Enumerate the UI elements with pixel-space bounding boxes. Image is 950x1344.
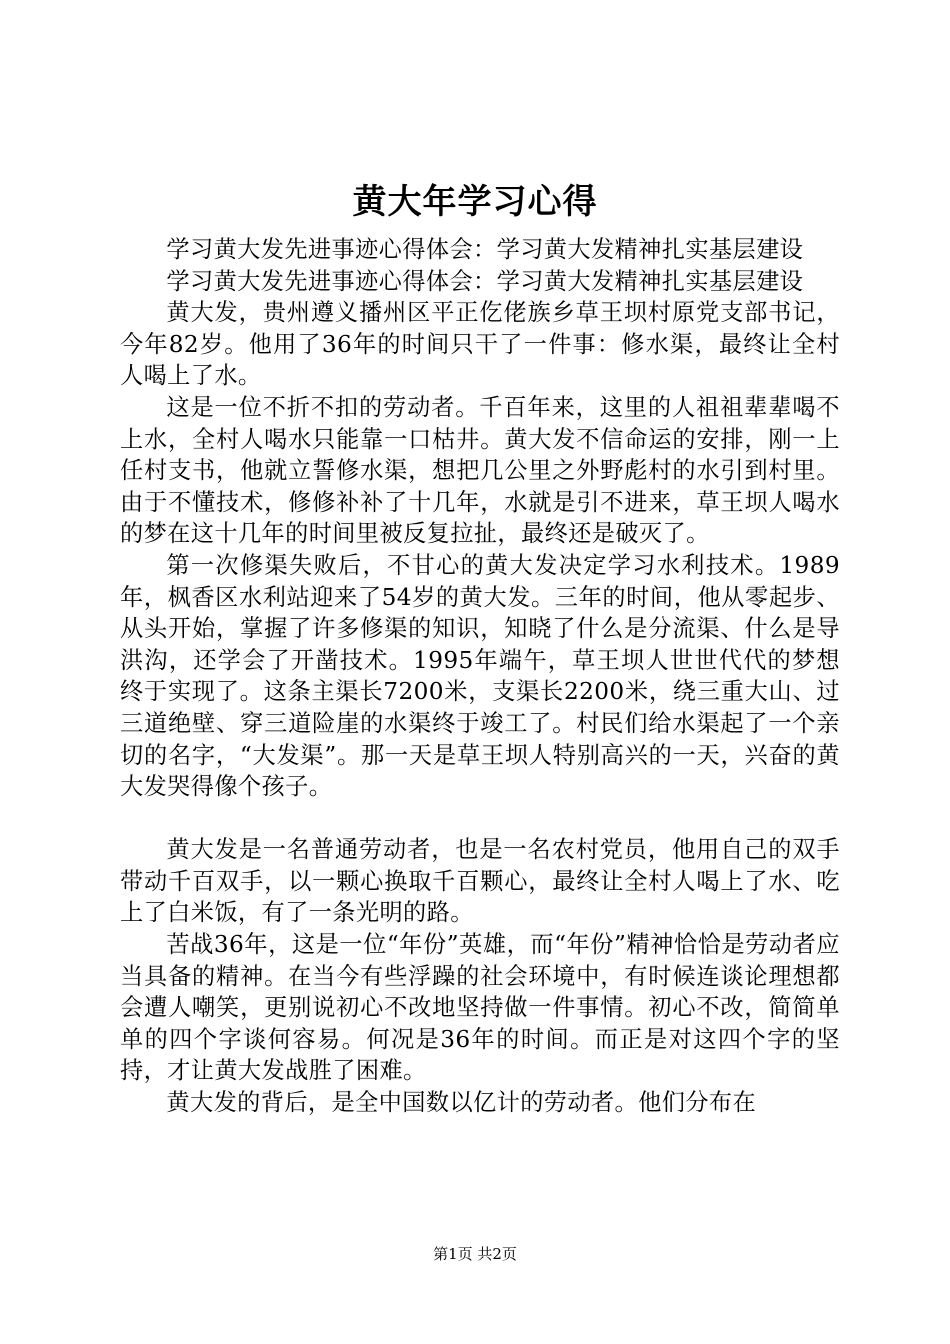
paragraph-spacer bbox=[120, 803, 840, 835]
paragraph: 黄大发，贵州遵义播州区平正仡佬族乡草王坝村原党支部书记，今年82岁。他用了36年的时间只干了一件事：修水渠，最终让全村人喝上了水。 bbox=[120, 299, 840, 390]
paragraph: 苦战36年，这是一位“年份”英雄，而“年份”精神恰恰是劳动者应当具备的精神。在当今有些浮躁的社会环境中，有时候连谈论理想都会遭人嘲笑，更别说初心不改地坚持做一件事情。初心不改，简简单单的四个字谈何容易。何况是36年的时间。而正是对这四个字的坚持，才让黄大发战胜了困难。 bbox=[120, 931, 840, 1085]
paragraph: 学习黄大发先进事迹心得体会：学习黄大发精神扎实基层建设 bbox=[166, 236, 804, 263]
paragraph: 学习黄大发先进事迹心得体会：学习黄大发精神扎实基层建设 bbox=[166, 267, 804, 295]
paragraph: 第一次修渠失败后，不甘心的黄大发决定学习水利技术。1989年，枫香区水利站迎来了54岁的黄大发。三年的时间，他从零起步、从头开始，掌握了许多修渠的知识，知晓了什么是分流渠、什么是导洪沟，还学会了开凿技术。1995年端午，草王坝人世世代代的梦想终于实现了。这条主渠长7200米，支渠长2200米，绕三重大山、过三道绝壁、穿三道险崖的水渠终于竣工了。村民们给水渠起了一个亲切的名字，“大发渠”。那一天是草王坝人特别高兴的一天，兴奋的黄大发哭得像个孩子。 bbox=[120, 551, 840, 801]
document-body bbox=[120, 234, 840, 1119]
paragraph: 黄大发的背后，是全中国数以亿计的劳动者。他们分布在 bbox=[166, 1089, 757, 1117]
document-title: 黄大年学习心得 bbox=[352, 182, 598, 222]
paragraph: 黄大发是一名普通劳动者，也是一名农村党员，他用自己的双手带动千百双手，以一颗心换取千百颗心，最终让全村人喝上了水、吃上了白米饭，有了一条光明的路。 bbox=[120, 836, 840, 927]
paragraph: 这是一位不折不扣的劳动者。千百年来，这里的人祖祖辈辈喝不上水，全村人喝水只能靠一口枯井。黄大发不信命运的安排，刚一上任村支书，他就立誓修水渠，想把几公里之外野彪村的水引到村里。由于不懂技术，修修补补了十几年，水就是引不进来，草王坝人喝水的梦在这十几年的时间里被反复拉扯，最终还是破灭了。 bbox=[120, 393, 840, 548]
page-footer: 第1页 共2页 bbox=[433, 1245, 517, 1263]
